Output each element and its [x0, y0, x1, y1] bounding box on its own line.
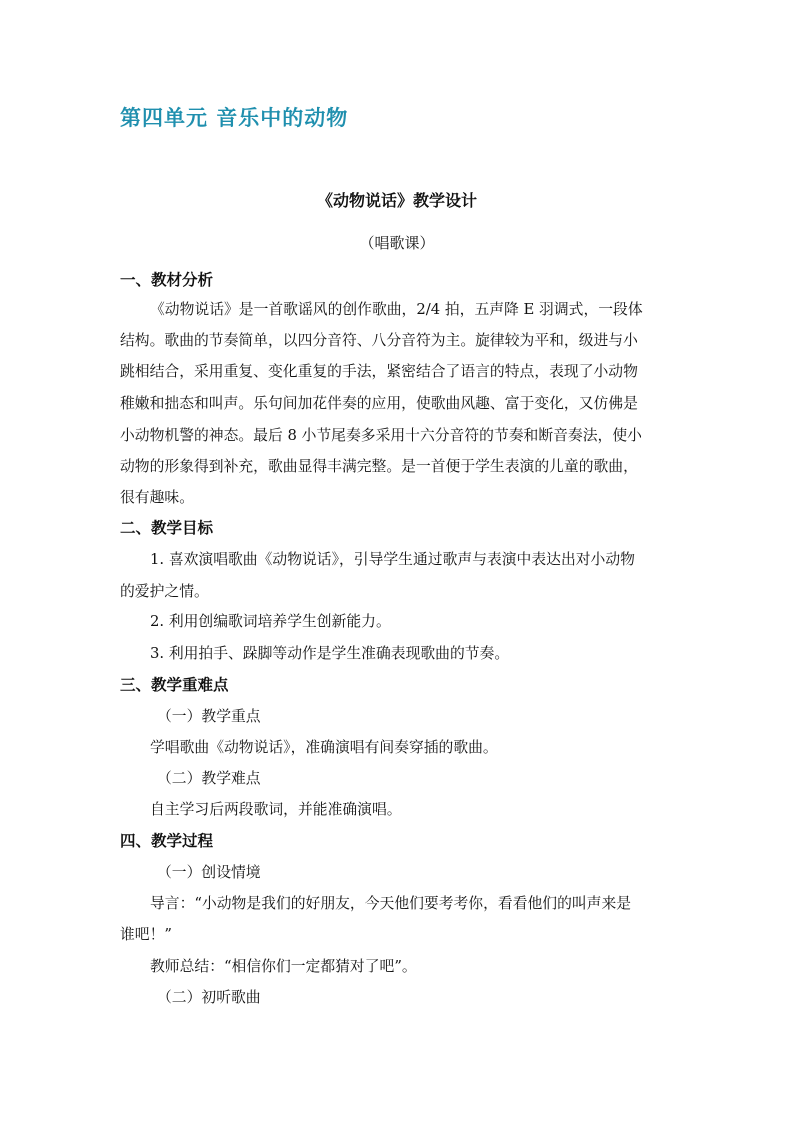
subheading-scenario: （一）创设情境 — [157, 864, 261, 881]
document-subtitle: （唱歌课） — [359, 234, 435, 252]
key-point-text: 学唱歌曲《动物说话》，准确演唱有间奏穿插的歌曲。 — [150, 739, 498, 756]
unit-title: 第四单元 音乐中的动物 — [120, 106, 349, 130]
section-heading-key-points: 三、教学重难点 — [120, 675, 229, 694]
goal-line: 2. 利用创编歌词培养学生创新能力。 — [150, 613, 391, 630]
difficulty-text: 自主学习后两段歌词，并能准确演唱。 — [150, 801, 402, 818]
section-heading-analysis: 一、教材分析 — [120, 270, 214, 289]
paragraph-line: 小动物机警的神态。最后 8 小节尾奏多采用十六分音符的节奏和断音奏法，使小 — [120, 427, 642, 444]
paragraph-line: 《动物说话》是一首歌谣风的创作歌曲，2/4 拍，五声降 E 羽调式，一段体 — [150, 301, 643, 318]
subheading-key-point: （一）教学重点 — [157, 708, 261, 725]
paragraph-line: 结构。歌曲的节奏简单，以四分音符、八分音符为主。旋律较为平和，级进与小 — [120, 332, 638, 349]
paragraph-line: 很有趣味。 — [120, 489, 194, 506]
process-line: 谁吧！” — [120, 926, 172, 943]
section-heading-goals: 二、教学目标 — [120, 518, 214, 537]
goal-line: 1. 喜欢演唱歌曲《动物说话》，引导学生通过歌声与表演中表达出对小动物 — [150, 551, 635, 568]
paragraph-line: 稚嫩和拙态和叫声。乐句间加花伴奏的应用，使歌曲风趣、富于变化，又仿佛是 — [120, 395, 638, 412]
paragraph-line: 动物的形象得到补充，歌曲显得丰满完整。是一首便于学生表演的儿童的歌曲， — [120, 458, 638, 475]
process-line: 教师总结：“相信你们一定都猜对了吧”。 — [150, 958, 417, 975]
paragraph-line: 跳相结合，采用重复、变化重复的手法，紧密结合了语言的特点，表现了小动物 — [120, 363, 638, 380]
section-heading-process: 四、教学过程 — [120, 831, 214, 850]
subheading-first-listen: （二）初听歌曲 — [157, 989, 261, 1006]
goal-line: 3. 利用拍手、跺脚等动作是学生准确表现歌曲的节奏。 — [150, 645, 510, 662]
document-title: 《动物说话》教学设计 — [316, 191, 477, 210]
goal-line: 的爱护之情。 — [120, 583, 209, 600]
subheading-difficulty: （二）教学难点 — [157, 770, 261, 787]
process-line: 导言：“小动物是我们的好朋友，今天他们要考考你，看看他们的叫声来是 — [150, 895, 632, 912]
